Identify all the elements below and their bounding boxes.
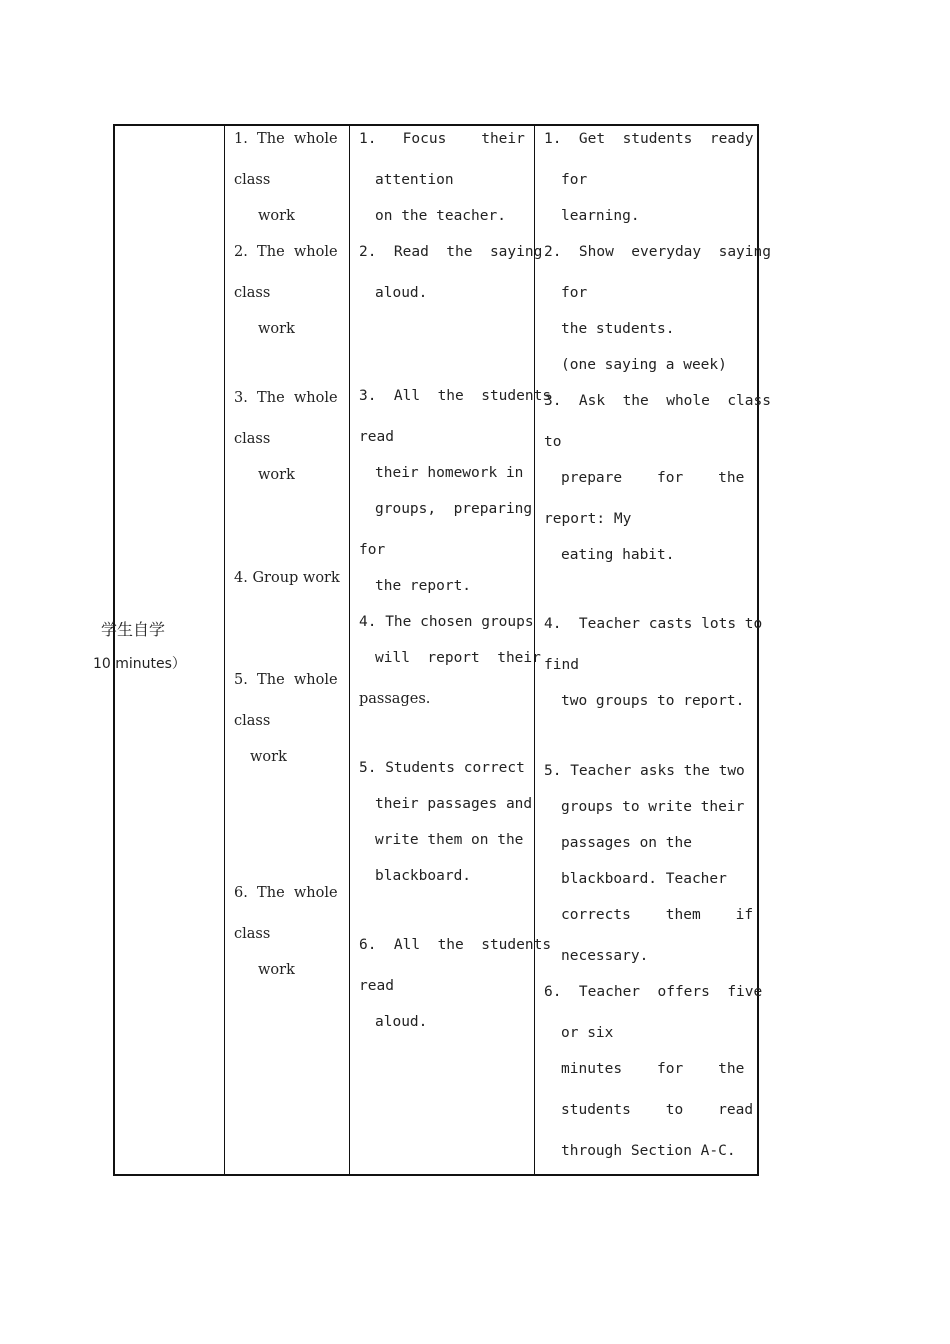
student-6-line-3: aloud. [375, 1014, 428, 1030]
teacher-5-line-6: necessary. [561, 948, 649, 964]
teacher-5-line-3: passages on the [561, 835, 692, 851]
teacher-3-line-4: report: My [544, 511, 632, 527]
student-6-line-2: read [359, 978, 394, 994]
student-1-line-1: 1. Focus their [359, 131, 525, 147]
teacher-6-line-5: through Section A-C. [561, 1143, 736, 1159]
teacher-2-line-3: the students. [561, 321, 675, 337]
activity-3-line-1: 3. The whole [234, 390, 338, 406]
student-4-line-2: will report their [375, 650, 541, 666]
teacher-3-line-1: 3. Ask the whole class [544, 393, 771, 409]
student-5-line-3: write them on the [375, 832, 524, 848]
teacher-2-line-2: for [561, 285, 588, 301]
student-4-line-1: 4. The chosen groups [359, 614, 534, 630]
student-3-line-3: their homework in [375, 465, 524, 481]
column-divider [349, 124, 350, 1176]
teacher-1-line-1: 1. Get students ready [544, 131, 754, 147]
activity-2-line-3: work [258, 321, 295, 337]
activity-1-line-2: class [234, 172, 271, 188]
student-3-line-5: for [359, 542, 386, 558]
activity-6-line-2: class [234, 926, 271, 942]
activity-5-line-3: work [250, 749, 287, 765]
activity-2-line-1: 2. The whole [234, 244, 338, 260]
student-1-line-3: on the teacher. [375, 208, 506, 224]
student-5-line-4: blackboard. [375, 868, 472, 884]
activity-3-line-2: class [234, 431, 271, 447]
teacher-3-line-3: prepare for the [561, 470, 745, 486]
activity-6-line-3: work [258, 962, 295, 978]
activity-1-line-3: work [258, 208, 295, 224]
teacher-4-line-3: two groups to report. [561, 693, 745, 709]
activity-5-line-1: 5. The whole [234, 672, 338, 688]
teacher-6-line-2: or six [561, 1025, 614, 1041]
teacher-6-line-1: 6. Teacher offers five [544, 984, 763, 1000]
teacher-6-line-3: minutes for the [561, 1061, 745, 1077]
student-3-line-6: the report. [375, 578, 472, 594]
student-1-line-2: attention [375, 172, 454, 188]
activity-3-line-3: work [258, 467, 295, 483]
stage-time: 10 minutes） [93, 656, 186, 672]
student-5-line-1: 5. Students correct [359, 760, 525, 776]
activity-6-line-1: 6. The whole [234, 885, 338, 901]
activity-2-line-2: class [234, 285, 271, 301]
teacher-5-line-2: groups to write their [561, 799, 745, 815]
student-4-line-3: passages. [359, 691, 431, 707]
teacher-3-line-5: eating habit. [561, 547, 675, 563]
activity-4-line-1: 4. Group work [234, 570, 340, 586]
teacher-6-line-4: students to read [561, 1102, 754, 1118]
teacher-4-line-1: 4. Teacher casts lots to [544, 616, 763, 632]
teacher-2-line-4: (one saying a week) [561, 357, 727, 373]
teacher-1-line-2: for [561, 172, 588, 188]
teacher-3-line-2: to [544, 434, 562, 450]
stage-name: 学生自学 [101, 620, 166, 639]
student-6-line-1: 6. All the students [359, 937, 552, 953]
teacher-2-line-1: 2. Show everyday saying [544, 244, 771, 260]
student-3-line-4: groups, preparing [375, 501, 533, 517]
teacher-1-line-3: learning. [561, 208, 640, 224]
column-divider [224, 124, 225, 1176]
student-2-line-2: aloud. [375, 285, 428, 301]
activity-5-line-2: class [234, 713, 271, 729]
activity-1-line-1: 1. The whole [234, 131, 338, 147]
student-3-line-2: read [359, 429, 394, 445]
student-3-line-1: 3. All the students [359, 388, 552, 404]
teacher-4-line-2: find [544, 657, 579, 673]
student-5-line-2: their passages and [375, 796, 533, 812]
teacher-5-line-5: corrects them if [561, 907, 754, 923]
student-2-line-1: 2. Read the saying [359, 244, 543, 260]
teacher-5-line-1: 5. Teacher asks the two [544, 763, 745, 779]
teacher-5-line-4: blackboard. Teacher [561, 871, 727, 887]
